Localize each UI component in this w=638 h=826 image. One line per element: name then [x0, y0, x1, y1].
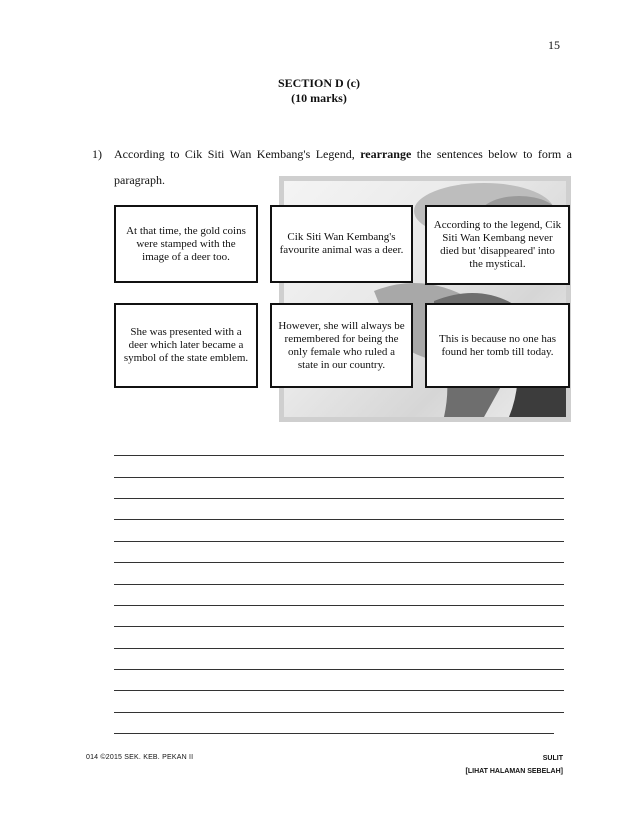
sentence-card-6: This is because no one has found her tomb till today. — [425, 303, 570, 388]
section-heading — [0, 76, 638, 106]
footer-turn-page: [LIHAT HALAMAN SEBELAH] — [465, 768, 563, 775]
answer-line[interactable] — [114, 584, 564, 585]
answer-line[interactable] — [114, 477, 564, 478]
answer-line[interactable] — [114, 562, 564, 563]
question-text-after: the sentences below to form a paragraph. — [114, 147, 573, 187]
answer-line[interactable] — [114, 455, 564, 456]
answer-line[interactable] — [114, 519, 564, 520]
footer-right — [380, 752, 563, 778]
question-keyword: rearrange — [360, 147, 412, 161]
sentence-card-5: However, she will always be remembered for being the only female who ruled a state in our country. — [270, 303, 413, 388]
answer-line[interactable] — [114, 690, 564, 691]
answer-line[interactable] — [114, 733, 554, 734]
answer-line[interactable] — [114, 648, 564, 649]
sentence-card-2: Cik Siti Wan Kembang's favourite animal was a deer. — [270, 205, 413, 283]
answer-line[interactable] — [114, 626, 564, 627]
section-marks: (10 marks) — [291, 91, 347, 105]
sentence-card-1: At that time, the gold coins were stamped with the image of a deer too. — [114, 205, 258, 283]
answer-line[interactable] — [114, 669, 564, 670]
answer-line[interactable] — [114, 712, 564, 713]
sentence-card-4: She was presented with a deer which later became a symbol of the state emblem. — [114, 303, 258, 388]
sentence-card-3: According to the legend, Cik Siti Wan Kembang never died but 'disappeared' into the mystical. — [425, 205, 570, 285]
page-number: 15 — [548, 38, 560, 52]
answer-line[interactable] — [114, 541, 564, 542]
section-title: SECTION D (c) — [277, 76, 360, 90]
question-text-before: According to Cik Siti Wan Kembang's Legend, — [114, 147, 361, 161]
footer-left: 014 ©2015 SEK. KEB. PEKAN II — [86, 754, 194, 761]
footer-sulit: SULIT — [542, 755, 563, 762]
answer-line[interactable] — [114, 498, 564, 499]
answer-line[interactable] — [114, 605, 564, 606]
question-number: 1) — [92, 147, 102, 161]
